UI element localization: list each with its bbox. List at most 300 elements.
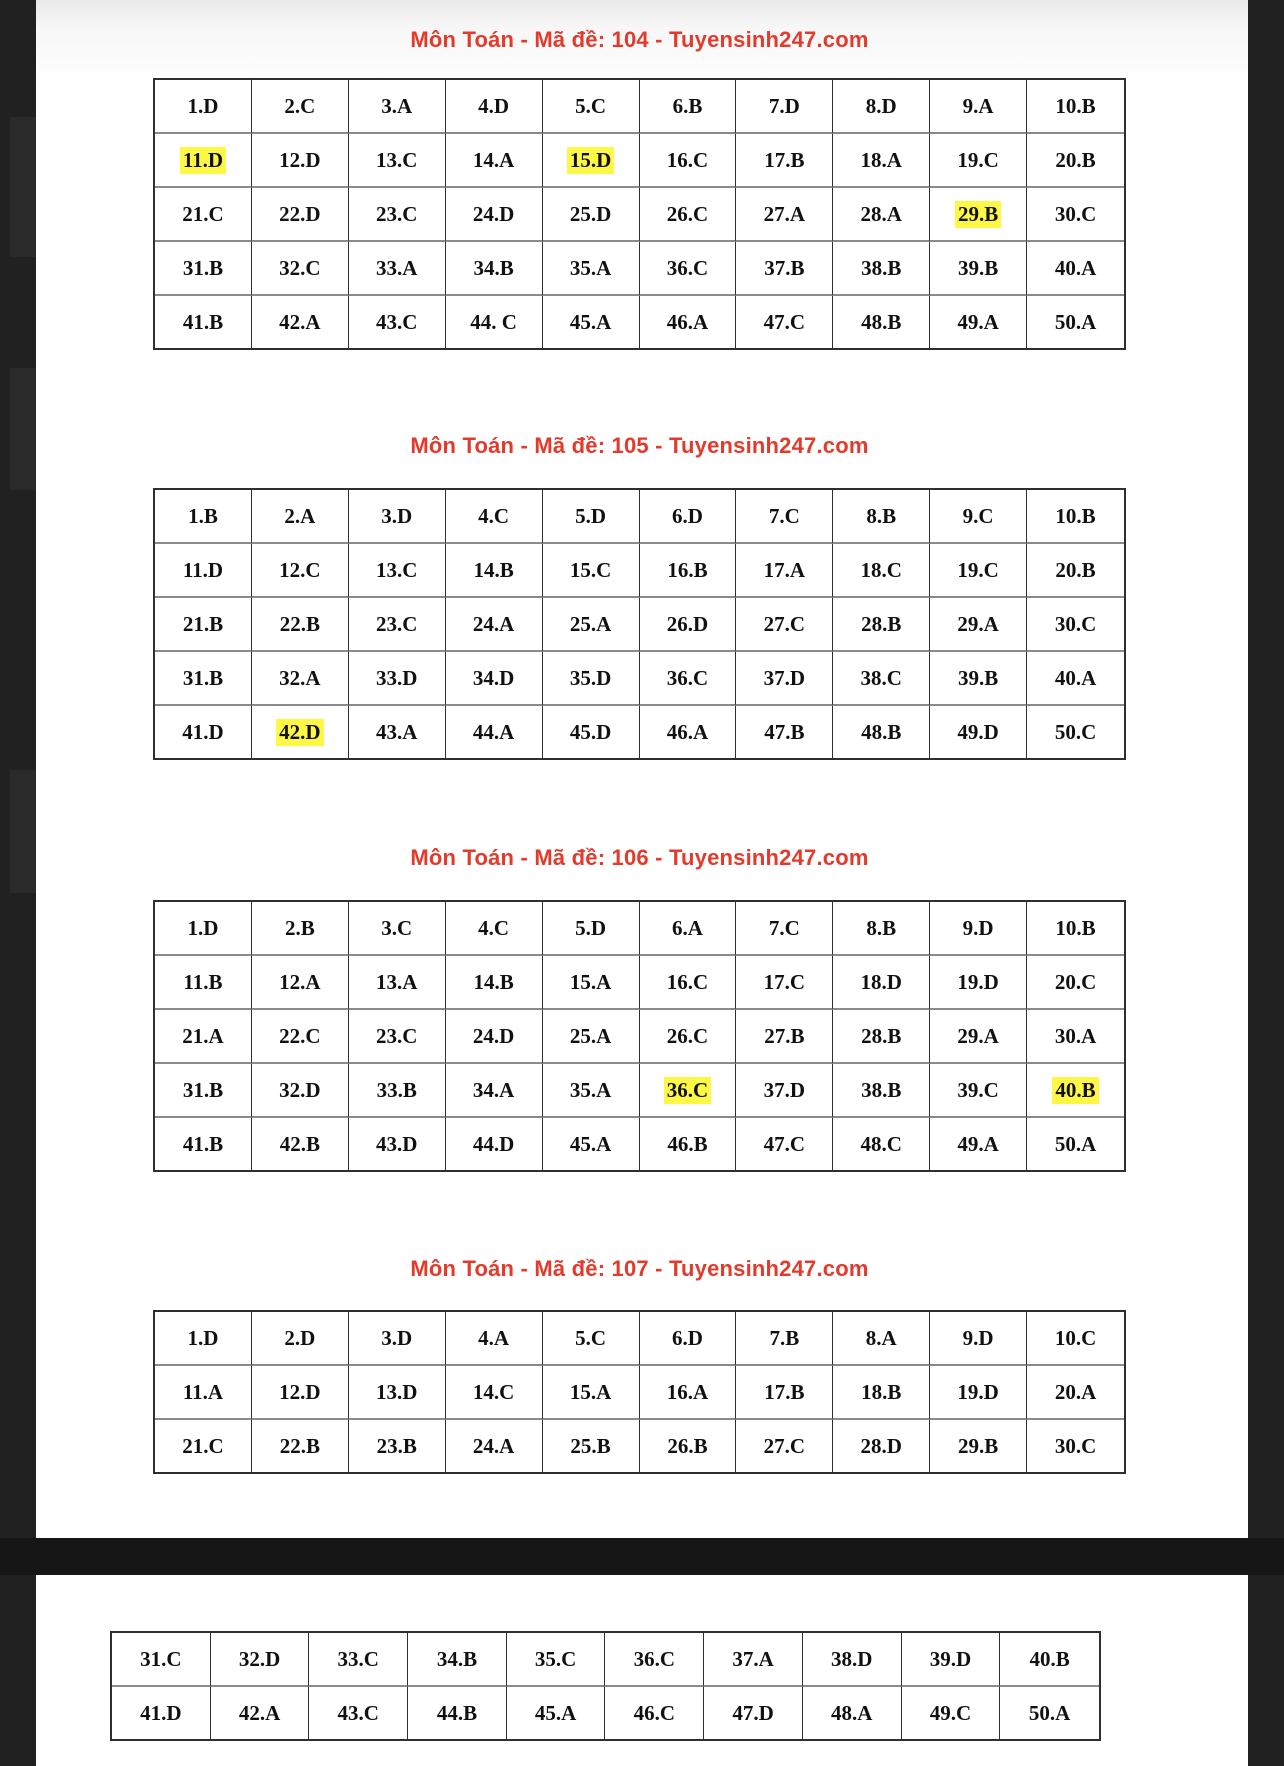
answer-cell [507,1633,606,1687]
answer-text: 31.B [182,665,224,690]
answer-cell [1027,490,1124,544]
answer-text: 8.D [865,93,897,118]
answer-text: 12.A [279,969,321,994]
answer-cell [252,706,349,758]
answer-text: 24.A [472,611,515,636]
answer-text: 29.A [957,611,999,636]
answer-cell [252,652,349,706]
answer-cell [446,652,543,706]
answer-table-106 [153,900,1126,1172]
answer-cell [349,706,446,758]
answer-cell [252,598,349,652]
answer-cell [349,544,446,598]
section-title-106: Môn Toán - Mã đề: 106 - Tuyensinh247.com [410,845,869,870]
answer-text-highlighted: 36.C [664,1077,711,1104]
answer-text: 43.A [376,719,418,744]
answer-cell [833,544,930,598]
answer-cell [1027,598,1124,652]
answer-cell [349,242,446,296]
answer-text: 49.D [957,719,999,744]
answer-text: 14.A [472,147,515,172]
answer-text: 33.B [376,1077,417,1102]
answer-text: 1.D [187,93,219,118]
answer-cell [640,598,737,652]
answer-text: 44.A [472,719,515,744]
answer-text: 16.C [666,969,709,994]
answer-cell [446,1366,543,1420]
answer-cell [640,956,737,1010]
answer-text: 46.C [633,1700,676,1725]
answer-text: 49.C [929,1700,972,1725]
answer-text: 18.B [861,1379,902,1404]
answer-text: 40.A [1054,255,1097,280]
answer-cell [930,1366,1027,1420]
answer-text: 21.C [182,201,224,226]
answer-cell [446,188,543,242]
answer-text: 1.D [187,915,219,940]
answer-cell [543,1118,640,1170]
answer-cell [252,188,349,242]
answer-text: 15.A [569,1379,612,1404]
answer-text: 45.A [569,309,612,334]
answer-cell [930,1064,1027,1118]
answer-text: 41.B [182,309,224,334]
answer-cell [252,1366,349,1420]
answer-cell [1027,296,1124,348]
answer-text: 17.C [763,969,806,994]
answer-cell [736,902,833,956]
answer-cell [349,188,446,242]
answer-text: 50.A [1054,309,1097,334]
answer-cell [1027,706,1124,758]
answer-text: 47.D [732,1700,774,1725]
answer-cell [112,1633,211,1687]
answer-cell [543,134,640,188]
answer-text: 29.A [957,1023,999,1048]
answer-text: 18.D [860,969,902,994]
answer-cell [736,296,833,348]
answer-cell [736,1366,833,1420]
answer-cell [640,1064,737,1118]
answer-text: 27.C [763,611,806,636]
answer-text: 27.A [763,201,806,226]
answer-cell [640,652,737,706]
answer-text: 30.C [1054,201,1097,226]
answer-cell [833,1010,930,1064]
answer-text: 45.D [569,719,612,744]
answer-cell [252,242,349,296]
answer-cell [1000,1687,1099,1739]
answer-text: 35.A [569,1077,612,1102]
answer-cell [446,706,543,758]
answer-cell [640,902,737,956]
answer-text: 45.A [534,1700,577,1725]
answer-text: 9.A [962,93,994,118]
answer-table-bottom [110,1631,1101,1741]
answer-cell [803,1687,902,1739]
answer-text: 24.D [472,1023,515,1048]
answer-text: 32.A [279,665,321,690]
answer-cell [155,544,252,598]
answer-table-104 [153,78,1126,350]
answer-cell [211,1633,310,1687]
answer-cell [640,1118,737,1170]
answer-cell [930,544,1027,598]
answer-cell [736,1420,833,1472]
answer-text: 32.D [238,1646,281,1671]
answer-cell [543,1366,640,1420]
answer-cell [1027,652,1124,706]
answer-text: 23.C [376,611,418,636]
answer-cell [211,1687,310,1739]
answer-text: 14.C [472,1379,515,1404]
answer-cell [543,902,640,956]
answer-text: 38.C [860,665,902,690]
answer-cell [833,296,930,348]
answer-cell [1027,242,1124,296]
answer-text: 2.B [284,915,315,940]
answer-cell [640,544,737,598]
answer-cell [640,490,737,544]
answer-text: 3.C [381,915,413,940]
answer-text: 43.C [376,309,418,334]
answer-text: 4.A [478,1325,510,1350]
answer-text-highlighted: 40.B [1052,1077,1098,1104]
answer-cell [1027,1010,1124,1064]
answer-text: 7.C [768,915,800,940]
answer-text: 38.D [831,1646,873,1671]
answer-text: 46.B [667,1131,708,1156]
answer-cell [736,1010,833,1064]
answer-cell [736,598,833,652]
answer-text: 33.C [337,1646,379,1671]
answer-cell [833,1420,930,1472]
answer-text: 10.B [1055,915,1096,940]
answer-cell [252,1010,349,1064]
answer-cell [543,1312,640,1366]
answer-text: 27.B [764,1023,805,1048]
answer-text: 13.C [376,557,418,582]
answer-text: 48.B [861,719,902,744]
answer-cell [155,1366,252,1420]
answer-text: 10.B [1055,503,1096,528]
answer-text: 14.B [473,557,514,582]
answer-text: 25.A [569,1023,612,1048]
answer-cell [349,1064,446,1118]
answer-cell [1000,1633,1099,1687]
answer-text: 10.C [1054,1325,1097,1350]
answer-text: 9.D [962,1325,994,1350]
answer-cell [736,80,833,134]
answer-text: 36.C [666,255,709,280]
answer-cell [1027,956,1124,1010]
answer-text: 13.C [376,147,418,172]
answer-text: 18.A [860,147,902,172]
answer-text: 25.D [569,201,612,226]
answer-text: 2.A [284,503,316,528]
answer-cell [446,1312,543,1366]
answer-text: 22.D [279,201,321,226]
answer-cell [446,544,543,598]
answer-text: 21.B [182,611,224,636]
answer-text: 31.B [182,255,224,280]
answer-cell [349,652,446,706]
answer-cell [736,706,833,758]
answer-text: 11.A [182,1379,224,1404]
answer-text: 36.C [666,665,709,690]
answer-cell [349,490,446,544]
answer-cell [640,1420,737,1472]
answer-text: 8.A [865,1325,897,1350]
answer-text: 35.C [534,1646,577,1671]
left-strip-thumbnail-2 [10,368,36,490]
answer-cell [446,1064,543,1118]
answer-cell [155,1118,252,1170]
answer-cell [252,80,349,134]
answer-table-107 [153,1310,1126,1474]
answer-text: 37.D [763,1077,806,1102]
answer-text: 11.B [183,969,223,994]
answer-cell [309,1687,408,1739]
answer-cell [349,296,446,348]
answer-cell [252,1420,349,1472]
answer-text: 26.C [666,1023,709,1048]
answer-cell [930,1420,1027,1472]
answer-text: 5.C [575,93,606,118]
answer-cell [543,1420,640,1472]
answer-cell [640,296,737,348]
answer-cell [155,706,252,758]
answer-text: 2.C [284,93,316,118]
answer-text: 44. C [470,309,517,334]
answer-cell [930,1312,1027,1366]
answer-text: 50.C [1054,719,1097,744]
answer-cell [543,80,640,134]
answer-cell [930,296,1027,348]
answer-text: 17.B [764,147,805,172]
answer-cell [640,1312,737,1366]
answer-cell [1027,188,1124,242]
answer-cell [605,1687,704,1739]
answer-text: 39.B [958,255,999,280]
answer-text: 28.B [861,1023,902,1048]
answer-text: 38.B [861,255,902,280]
answer-text: 42.A [279,309,321,334]
answer-text: 1.D [187,1325,219,1350]
answer-text: 32.D [279,1077,321,1102]
answer-text: 26.B [667,1433,708,1458]
answer-cell [112,1687,211,1739]
answer-cell [309,1633,408,1687]
answer-cell [446,956,543,1010]
section-title-104: Môn Toán - Mã đề: 104 - Tuyensinh247.com [410,27,869,52]
answer-cell [252,490,349,544]
answer-text: 16.B [667,557,708,582]
answer-cell [833,80,930,134]
answer-text: 49.A [957,309,999,334]
answer-cell [155,598,252,652]
answer-cell [252,296,349,348]
answer-text: 5.D [575,503,606,528]
answer-cell [640,80,737,134]
answer-text-highlighted: 11.D [180,147,226,174]
answer-cell [736,956,833,1010]
answer-cell [930,1010,1027,1064]
answer-text-highlighted: 29.B [955,201,1001,228]
answer-text: 41.D [140,1700,182,1725]
answer-cell [507,1687,606,1739]
answer-cell [930,706,1027,758]
answer-cell [349,1118,446,1170]
answer-text: 23.C [376,201,418,226]
answer-text: 39.D [929,1646,972,1671]
answer-text: 34.A [472,1077,515,1102]
answer-text: 25.A [569,611,612,636]
answer-text: 37.D [763,665,806,690]
answer-text: 31.B [182,1077,224,1102]
answer-text: 42.A [238,1700,281,1725]
answer-cell [543,296,640,348]
answer-cell [349,956,446,1010]
answer-cell [155,1064,252,1118]
answer-text: 50.A [1054,1131,1097,1156]
answer-text: 6.B [672,93,703,118]
answer-text: 34.B [436,1646,478,1671]
answer-text: 44.D [472,1131,515,1156]
answer-cell [833,1118,930,1170]
answer-text: 44.B [436,1700,478,1725]
answer-text: 19.C [957,147,999,172]
answer-cell [1027,1064,1124,1118]
answer-text: 12.D [279,147,321,172]
answer-text: 2.D [284,1325,316,1350]
answer-cell [833,652,930,706]
answer-cell [155,1420,252,1472]
answer-cell [1027,80,1124,134]
answer-text: 4.C [478,915,510,940]
answer-text: 10.B [1055,93,1096,118]
answer-cell [930,598,1027,652]
answer-cell [408,1687,507,1739]
answer-cell [446,1010,543,1064]
answer-text: 6.D [671,503,703,528]
answer-text: 15.C [569,557,612,582]
answer-cell [155,902,252,956]
answer-cell [155,242,252,296]
answer-text: 20.A [1054,1379,1097,1404]
answer-text: 22.B [279,611,320,636]
answer-text: 15.A [569,969,612,994]
answer-text: 43.D [376,1131,418,1156]
answer-text: 9.C [962,503,994,528]
answer-cell [349,1010,446,1064]
answer-cell [155,296,252,348]
answer-cell [1027,902,1124,956]
section-title-105: Môn Toán - Mã đề: 105 - Tuyensinh247.com [410,433,869,458]
answer-table-105 [153,488,1126,760]
answer-text: 30.C [1054,1433,1097,1458]
answer-cell [349,1312,446,1366]
answer-text: 47.C [763,1131,806,1156]
answer-text: 14.B [473,969,514,994]
answer-cell [930,80,1027,134]
answer-text: 4.D [478,93,510,118]
answer-cell [446,598,543,652]
answer-text: 18.C [860,557,902,582]
answer-cell [930,188,1027,242]
answer-text: 49.A [957,1131,999,1156]
answer-cell [155,652,252,706]
answer-cell [543,706,640,758]
answer-cell [833,902,930,956]
answer-text: 19.D [957,1379,999,1404]
answer-text: 35.D [569,665,612,690]
answer-text: 3.D [381,503,413,528]
answer-text: 29.B [958,1433,999,1458]
answer-cell [605,1633,704,1687]
answer-text: 41.D [182,719,224,744]
answer-text: 12.D [279,1379,321,1404]
answer-text: 16.A [666,1379,709,1404]
answer-text-highlighted: 15.D [567,147,614,174]
answer-key-main-panel [36,0,1248,1538]
answer-cell [736,1064,833,1118]
answer-cell [252,956,349,1010]
answer-cell [155,134,252,188]
answer-text: 25.B [570,1433,611,1458]
answer-text: 21.C [182,1433,224,1458]
answer-text: 8.B [866,503,897,528]
answer-cell [930,902,1027,956]
left-strip-thumbnail-1 [10,117,36,257]
answer-text: 6.D [671,1325,703,1350]
answer-cell [543,544,640,598]
section-title-107: Môn Toán - Mã đề: 107 - Tuyensinh247.com [410,1256,869,1281]
answer-text: 47.B [764,719,805,744]
answer-cell [803,1633,902,1687]
answer-text: 20.B [1055,147,1096,172]
answer-text: 28.D [860,1433,902,1458]
answer-cell [833,598,930,652]
answer-cell [543,1064,640,1118]
answer-cell [930,652,1027,706]
answer-text: 24.A [472,1433,515,1458]
answer-text: 3.A [381,93,413,118]
answer-text: 41.B [182,1131,224,1156]
answer-cell [543,1010,640,1064]
answer-text: 7.D [768,93,800,118]
answer-cell [833,1312,930,1366]
answer-text: 48.A [831,1700,873,1725]
answer-cell [833,188,930,242]
answer-text: 37.B [764,255,805,280]
answer-text: 4.C [478,503,510,528]
answer-cell [408,1633,507,1687]
answer-cell [252,544,349,598]
answer-text: 26.D [666,611,709,636]
answer-cell [833,490,930,544]
answer-cell [833,242,930,296]
answer-text: 27.C [763,1433,806,1458]
answer-text: 11.D [182,557,224,582]
answer-text: 13.A [376,969,418,994]
answer-cell [1027,134,1124,188]
answer-text: 22.C [279,1023,321,1048]
answer-text: 30.C [1054,611,1097,636]
answer-cell [640,1366,737,1420]
answer-cell [446,242,543,296]
answer-text: 40.B [1029,1646,1070,1671]
